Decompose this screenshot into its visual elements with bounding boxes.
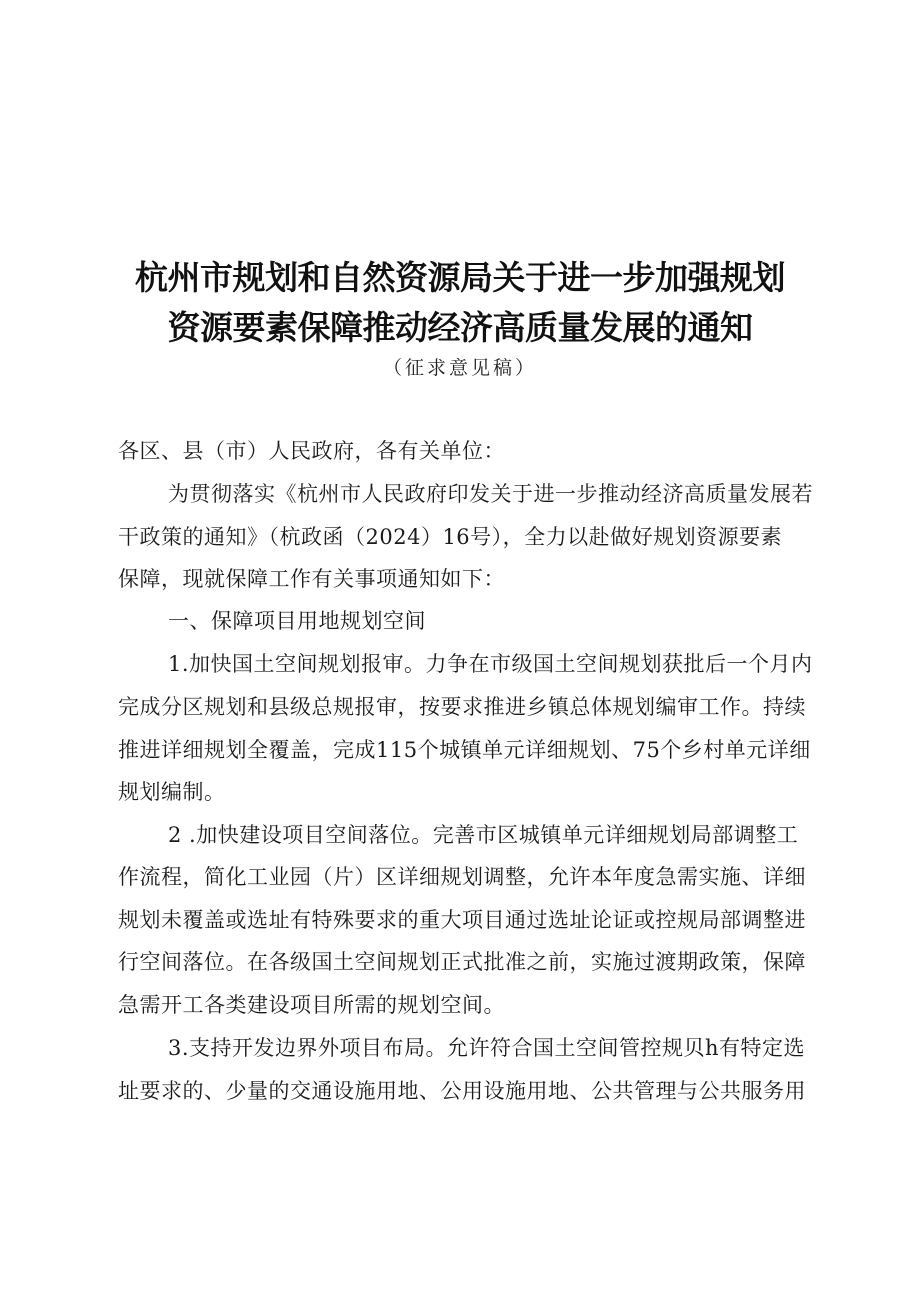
item-2-line-3: 规划未覆盖或选址有特殊要求的重大项目通过选址论证或控规局部调整进 xyxy=(118,908,806,932)
item-1-line-4: 规划编制。 xyxy=(118,780,226,804)
item-2-line-1: 2 .加快建设项目空间落位。完善市区城镇单元详细规划局部调整工 xyxy=(168,823,799,847)
intro-line-3: 保障，现就保障工作有关事项通知如下： xyxy=(118,567,505,591)
section-1-heading: 一、保障项目用地规划空间 xyxy=(168,609,426,633)
item-2-line-5: 急需开工各类建设项目所需的规划空间。 xyxy=(118,993,505,1017)
item-2-line-2: 作流程，简化工业园（片）区详细规划调整，允许本年度急需实施、详细 xyxy=(118,865,806,889)
intro-line-1: 为贯彻落实《杭州市人民政府印发关于进一步推动经济高质量发展若 xyxy=(168,482,813,506)
item-3-line-1: 3.支持开发边界外项目布局。允许符合国土空间管控规贝h有特定选 xyxy=(168,1036,806,1060)
item-1-line-2: 完成分区规划和县级总规报审，按要求推进乡镇总体规划编审工作。持续 xyxy=(118,695,806,719)
document-title-line-2: 资源要素保障推动经济高质量发展的通知 xyxy=(167,308,753,347)
intro-line-2: 干政策的通知》（杭政函（2024）16号），全力以赴做好规划资源要素 xyxy=(118,525,783,549)
item-1-line-3: 推进详细规划全覆盖，完成115个城镇单元详细规划、75个乡村单元详细 xyxy=(118,738,811,762)
item-3-line-2: 址要求的、少量的交通设施用地、公用设施用地、公共管理与公共服务用 xyxy=(118,1079,806,1103)
salutation: 各区、县（市）人民政府，各有关单位： xyxy=(118,439,505,463)
document-subtitle: （征求意见稿） xyxy=(382,357,537,379)
item-1-line-1: 1.加快国土空间规划报审。力争在市级国土空间规划获批后一个月内 xyxy=(168,652,813,676)
item-2-line-4: 行空间落位。在各级国土空间规划正式批准之前，实施过渡期政策，保障 xyxy=(118,950,806,974)
document-title-line-1: 杭州市规划和自然资源局关于进一步加强规划 xyxy=(135,258,785,297)
